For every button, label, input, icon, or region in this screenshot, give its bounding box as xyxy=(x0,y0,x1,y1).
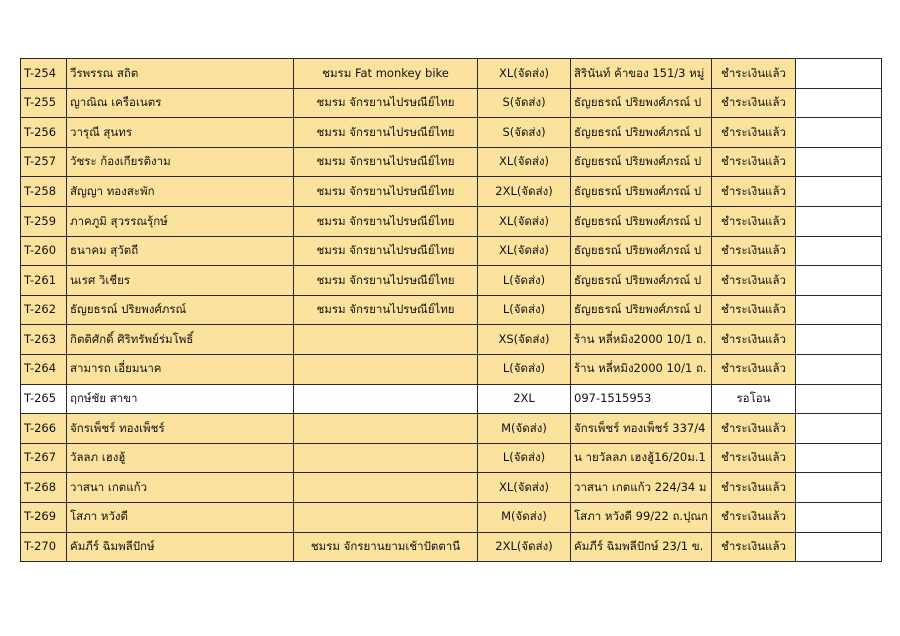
cell-club[interactable]: ชมรม Fat monkey bike xyxy=(294,59,478,89)
cell-empty[interactable] xyxy=(796,354,882,384)
cell-empty[interactable] xyxy=(796,206,882,236)
cell-status[interactable]: ชำระเงินแล้ว xyxy=(712,354,796,384)
cell-status[interactable]: ชำระเงินแล้ว xyxy=(712,502,796,532)
table-row xyxy=(21,473,882,503)
cell-size[interactable]: XL(จัดส่ง) xyxy=(478,473,571,503)
cell-empty[interactable] xyxy=(796,147,882,177)
cell-empty[interactable] xyxy=(796,88,882,118)
table-row xyxy=(21,177,882,207)
cell-empty[interactable] xyxy=(796,473,882,503)
cell-address[interactable]: ร้าน หลี่หมิง2000 10/1 ถ. xyxy=(571,354,712,384)
cell-club[interactable]: ชมรม จักรยานไปรษณีย์ไทย xyxy=(294,147,478,177)
cell-empty[interactable] xyxy=(796,443,882,473)
cell-address[interactable]: ธัญยธรณ์ ปริยพงศ์ภรณ์ ป xyxy=(571,236,712,266)
cell-address[interactable]: ธัญยธรณ์ ปริยพงศ์ภรณ์ ป xyxy=(571,118,712,148)
cell-size[interactable]: S(จัดส่ง) xyxy=(478,88,571,118)
cell-empty[interactable] xyxy=(796,236,882,266)
cell-name[interactable]: ธัญยธรณ์ ปริยพงศ์ภรณ์ xyxy=(67,295,294,325)
table-row xyxy=(21,147,882,177)
registration-table xyxy=(20,58,882,562)
cell-name[interactable]: วารุณี สุนทร xyxy=(67,118,294,148)
cell-club[interactable]: ชมรม จักรยานไปรษณีย์ไทย xyxy=(294,177,478,207)
cell-empty[interactable] xyxy=(796,414,882,444)
cell-id[interactable]: T-263 xyxy=(21,325,67,355)
table-body xyxy=(21,59,882,562)
cell-size[interactable]: XS(จัดส่ง) xyxy=(478,325,571,355)
cell-empty[interactable] xyxy=(796,177,882,207)
table-row xyxy=(21,118,882,148)
cell-address[interactable]: ธัญยธรณ์ ปริยพงศ์ภรณ์ ป xyxy=(571,147,712,177)
cell-empty[interactable] xyxy=(796,295,882,325)
cell-id[interactable]: T-262 xyxy=(21,295,67,325)
cell-name[interactable]: ภาคภูมิ สุวรรณรุ้กษ์ xyxy=(67,206,294,236)
table-row xyxy=(21,59,882,89)
table-row xyxy=(21,502,882,532)
cell-id[interactable]: T-256 xyxy=(21,118,67,148)
cell-club[interactable]: ชมรม จักรยานไปรษณีย์ไทย xyxy=(294,266,478,296)
cell-status[interactable]: ชำระเงินแล้ว xyxy=(712,473,796,503)
cell-name[interactable]: ฤกษ์ชัย สาขา xyxy=(67,384,294,414)
cell-size[interactable]: M(จัดส่ง) xyxy=(478,414,571,444)
cell-address[interactable]: 097-1515953 xyxy=(571,384,712,414)
cell-club[interactable]: ชมรม จักรยานไปรษณีย์ไทย xyxy=(294,88,478,118)
cell-address[interactable]: ธัญยธรณ์ ปริยพงศ์ภรณ์ ป xyxy=(571,88,712,118)
cell-name[interactable]: สัญญา ทองสะพัก xyxy=(67,177,294,207)
cell-name[interactable]: กิตติศักดิ์ ศิริทรัพย์ร่มโพธิ์ xyxy=(67,325,294,355)
cell-empty[interactable] xyxy=(796,266,882,296)
cell-status[interactable]: ชำระเงินแล้ว xyxy=(712,325,796,355)
cell-size[interactable]: M(จัดส่ง) xyxy=(478,502,571,532)
cell-status[interactable]: ชำระเงินแล้ว xyxy=(712,414,796,444)
cell-club[interactable]: ชมรม จักรยานยามเช้าปัตตานี xyxy=(294,532,478,562)
cell-address[interactable]: ธัญยธรณ์ ปริยพงศ์ภรณ์ ป xyxy=(571,295,712,325)
cell-address[interactable]: วาสนา เกตแก้ว 224/34 ม xyxy=(571,473,712,503)
cell-size[interactable]: XL(จัดส่ง) xyxy=(478,236,571,266)
cell-size[interactable]: XL(จัดส่ง) xyxy=(478,147,571,177)
cell-id[interactable]: T-257 xyxy=(21,147,67,177)
cell-name[interactable]: วัชระ ก้องเกียรติงาม xyxy=(67,147,294,177)
cell-id[interactable]: T-266 xyxy=(21,414,67,444)
cell-id[interactable]: T-260 xyxy=(21,236,67,266)
cell-size[interactable]: XL(จัดส่ง) xyxy=(478,206,571,236)
cell-size[interactable]: L(จัดส่ง) xyxy=(478,295,571,325)
cell-name[interactable]: ธนาคม สุวัตถี xyxy=(67,236,294,266)
cell-status[interactable]: ชำระเงินแล้ว xyxy=(712,295,796,325)
cell-id[interactable]: T-269 xyxy=(21,502,67,532)
cell-status[interactable]: ชำระเงินแล้ว xyxy=(712,118,796,148)
cell-club[interactable] xyxy=(294,384,478,414)
cell-name[interactable]: วาสนา เกตแก้ว xyxy=(67,473,294,503)
table-row xyxy=(21,88,882,118)
cell-club[interactable] xyxy=(294,443,478,473)
table-row xyxy=(21,354,882,384)
cell-name[interactable]: นเรศ วิเชียร xyxy=(67,266,294,296)
cell-address[interactable]: คัมภีร์ ฉิมพลีปักษ์ 23/1 ข. xyxy=(571,532,712,562)
cell-size[interactable]: 2XL xyxy=(478,384,571,414)
cell-size[interactable]: 2XL(จัดส่ง) xyxy=(478,532,571,562)
table-row xyxy=(21,236,882,266)
cell-id[interactable]: T-255 xyxy=(21,88,67,118)
cell-address[interactable]: น ายวัลลภ เฮงฮู้16/20ม.1 xyxy=(571,443,712,473)
cell-size[interactable]: L(จัดส่ง) xyxy=(478,266,571,296)
cell-id[interactable]: T-265 xyxy=(21,384,67,414)
cell-name[interactable]: จักรเพ็ชร์ ทองเพ็ชร์ xyxy=(67,414,294,444)
table-row xyxy=(21,384,882,414)
cell-name[interactable]: สามารถ เอี่ยมนาค xyxy=(67,354,294,384)
cell-size[interactable]: S(จัดส่ง) xyxy=(478,118,571,148)
cell-status[interactable]: ชำระเงินแล้ว xyxy=(712,177,796,207)
cell-status[interactable]: รอโอน xyxy=(712,384,796,414)
cell-name[interactable]: ญาณิณ เครือเนตร xyxy=(67,88,294,118)
cell-id[interactable]: T-268 xyxy=(21,473,67,503)
table-row xyxy=(21,295,882,325)
cell-club[interactable]: ชมรม จักรยานไปรษณีย์ไทย xyxy=(294,236,478,266)
cell-id[interactable]: T-261 xyxy=(21,266,67,296)
cell-size[interactable]: L(จัดส่ง) xyxy=(478,443,571,473)
cell-status[interactable]: ชำระเงินแล้ว xyxy=(712,266,796,296)
table-row xyxy=(21,532,882,562)
cell-address[interactable]: ธัญยธรณ์ ปริยพงศ์ภรณ์ ป xyxy=(571,206,712,236)
cell-club[interactable]: ชมรม จักรยานไปรษณีย์ไทย xyxy=(294,118,478,148)
cell-status[interactable]: ชำระเงินแล้ว xyxy=(712,147,796,177)
cell-address[interactable]: จักรเพ็ชร์ ทองเพ็ชร์ 337/4 xyxy=(571,414,712,444)
cell-empty[interactable] xyxy=(796,118,882,148)
cell-status[interactable]: ชำระเงินแล้ว xyxy=(712,88,796,118)
cell-empty[interactable] xyxy=(796,502,882,532)
cell-status[interactable]: ชำระเงินแล้ว xyxy=(712,236,796,266)
cell-name[interactable]: คัมภีร์ ฉิมพลีปักษ์ xyxy=(67,532,294,562)
cell-empty[interactable] xyxy=(796,59,882,89)
cell-address[interactable]: โสภา หวังดี 99/22 ถ.ปุณก xyxy=(571,502,712,532)
cell-id[interactable]: T-264 xyxy=(21,354,67,384)
cell-name[interactable]: วีรพรรณ สถิต xyxy=(67,59,294,89)
cell-club[interactable] xyxy=(294,473,478,503)
cell-address[interactable]: ร้าน หลี่หมิง2000 10/1 ถ. xyxy=(571,325,712,355)
cell-empty[interactable] xyxy=(796,325,882,355)
table-row xyxy=(21,443,882,473)
table-row xyxy=(21,325,882,355)
cell-address[interactable]: สิรินันท์ ค้าของ 151/3 หมู่ xyxy=(571,59,712,89)
cell-address[interactable]: ธัญยธรณ์ ปริยพงศ์ภรณ์ ป xyxy=(571,177,712,207)
cell-id[interactable]: T-267 xyxy=(21,443,67,473)
cell-empty[interactable] xyxy=(796,532,882,562)
cell-club[interactable] xyxy=(294,325,478,355)
cell-club[interactable] xyxy=(294,502,478,532)
table-row xyxy=(21,206,882,236)
cell-status[interactable]: ชำระเงินแล้ว xyxy=(712,532,796,562)
cell-status[interactable]: ชำระเงินแล้ว xyxy=(712,443,796,473)
cell-status[interactable]: ชำระเงินแล้ว xyxy=(712,59,796,89)
cell-club[interactable]: ชมรม จักรยานไปรษณีย์ไทย xyxy=(294,295,478,325)
cell-size[interactable]: L(จัดส่ง) xyxy=(478,354,571,384)
cell-id[interactable]: T-254 xyxy=(21,59,67,89)
cell-id[interactable]: T-270 xyxy=(21,532,67,562)
table-row xyxy=(21,266,882,296)
cell-name[interactable]: โสภา หวังดี xyxy=(67,502,294,532)
cell-club[interactable] xyxy=(294,354,478,384)
table-row xyxy=(21,414,882,444)
cell-size[interactable]: 2XL(จัดส่ง) xyxy=(478,177,571,207)
cell-id[interactable]: T-258 xyxy=(21,177,67,207)
cell-club[interactable] xyxy=(294,414,478,444)
cell-id[interactable]: T-259 xyxy=(21,206,67,236)
cell-address[interactable]: ธัญยธรณ์ ปริยพงศ์ภรณ์ ป xyxy=(571,266,712,296)
cell-size[interactable]: XL(จัดส่ง) xyxy=(478,59,571,89)
cell-club[interactable]: ชมรม จักรยานไปรษณีย์ไทย xyxy=(294,206,478,236)
cell-status[interactable]: ชำระเงินแล้ว xyxy=(712,206,796,236)
cell-name[interactable]: วัลลภ เฮงฮู้ xyxy=(67,443,294,473)
cell-empty[interactable] xyxy=(796,384,882,414)
